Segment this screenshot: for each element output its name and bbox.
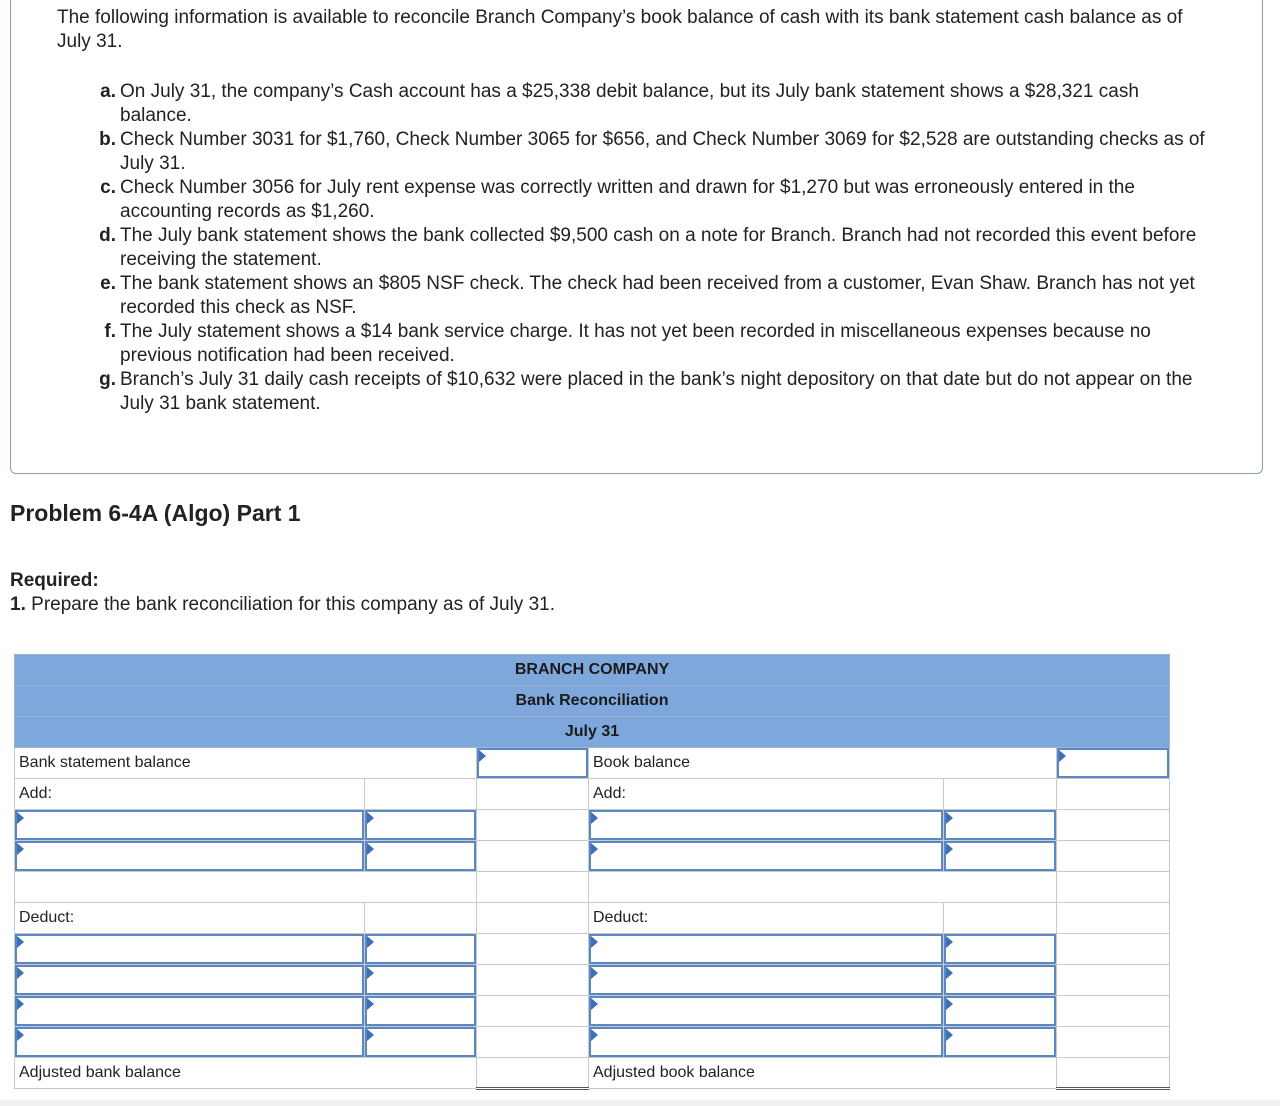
reconciliation-date: July 31 (15, 717, 1170, 748)
book-deduct-amount-input[interactable] (944, 934, 1057, 965)
book-add-label: Add: (589, 779, 944, 810)
dropdown-marker-icon (946, 1029, 953, 1041)
dropdown-marker-icon (17, 1029, 24, 1041)
bank-add-label: Add: (15, 779, 365, 810)
book-deduct-description-input[interactable] (589, 934, 944, 965)
dropdown-marker-icon (17, 998, 24, 1010)
required-label: Required: (10, 570, 99, 591)
list-item: f. The July statement shows a $14 bank service charge. It has not yet been recorded in miscellaneous expenses because no previous notification had been received. (104, 321, 1151, 366)
dropdown-marker-icon (479, 750, 486, 762)
bank-add-description-input[interactable] (15, 841, 365, 872)
dropdown-marker-icon (367, 812, 374, 824)
dropdown-marker-icon (17, 967, 24, 979)
bank-reconciliation-table (14, 654, 1170, 1090)
book-deduct-amount-input[interactable] (944, 1027, 1057, 1058)
bank-add-amount-input[interactable] (365, 810, 477, 841)
bank-deduct-amount-input[interactable] (365, 1027, 477, 1058)
dropdown-marker-icon (367, 1029, 374, 1041)
bank-add-amount-input[interactable] (365, 841, 477, 872)
book-deduct-amount-input[interactable] (944, 965, 1057, 996)
dropdown-marker-icon (946, 936, 953, 948)
list-item: e. The bank statement shows an $805 NSF check. The check had been received from a customer, Evan Shaw. Branch has not yet recorded this check as NSF. (100, 273, 1195, 318)
dropdown-marker-icon (946, 967, 953, 979)
bank-statement-balance-label: Bank statement balance (15, 748, 477, 779)
book-deduct-description-input[interactable] (589, 996, 944, 1027)
list-item: d. The July bank statement shows the bank collected $9,500 cash on a note for Branch. Branch had not recorded this event before receiving the statement. (99, 225, 1197, 270)
dropdown-marker-icon (367, 936, 374, 948)
dropdown-marker-icon (17, 843, 24, 855)
adjusted-book-balance-label: Adjusted book balance (589, 1058, 1057, 1089)
book-deduct-label: Deduct: (589, 903, 944, 934)
dropdown-marker-icon (591, 812, 598, 824)
book-add-subtotal-cell (1057, 872, 1170, 903)
book-balance-label: Book balance (589, 748, 1057, 779)
bank-deduct-description-input[interactable] (15, 1027, 365, 1058)
dropdown-marker-icon (591, 843, 598, 855)
dropdown-marker-icon (591, 936, 598, 948)
book-deduct-amount-input[interactable] (944, 996, 1057, 1027)
bank-deduct-amount-input[interactable] (365, 934, 477, 965)
bank-deduct-description-input[interactable] (15, 965, 365, 996)
bank-statement-balance-input[interactable] (477, 748, 589, 779)
bank-deduct-label: Deduct: (15, 903, 365, 934)
dropdown-marker-icon (367, 843, 374, 855)
book-add-amount-input[interactable] (944, 841, 1057, 872)
bank-add-subtotal-cell (477, 872, 589, 903)
dropdown-marker-icon (591, 967, 598, 979)
book-add-description-input[interactable] (589, 841, 944, 872)
bank-deduct-amount-input[interactable] (365, 996, 477, 1027)
book-deduct-description-input[interactable] (589, 965, 944, 996)
intro-text: The following information is available to reconcile Branch Company’s book balance of cash with its bank statement cash balance as of July 31. (57, 7, 1183, 52)
dropdown-marker-icon (367, 967, 374, 979)
list-item: c. Check Number 3056 for July rent expense was correctly written and drawn for $1,270 but was erroneously entered in the accounting records as $1,260. (100, 177, 1135, 222)
bank-add-description-input[interactable] (15, 810, 365, 841)
list-item: a. On July 31, the company’s Cash account has a $25,338 debit balance, but its July bank statement shows a $28,321 cash balance. (100, 81, 1139, 126)
adjusted-bank-balance-cell (477, 1058, 589, 1089)
reconciliation-title: Bank Reconciliation (15, 686, 1170, 717)
dropdown-marker-icon (1059, 750, 1066, 762)
dropdown-marker-icon (591, 1029, 598, 1041)
company-name: BRANCH COMPANY (15, 655, 1170, 686)
list-item: b. Check Number 3031 for $1,760, Check Number 3065 for $656, and Check Number 3069 for $2,528 are outstanding checks as of July 31. (99, 129, 1205, 174)
adjusted-book-balance-cell (1057, 1058, 1170, 1089)
adjusted-bank-balance-label: Adjusted bank balance (15, 1058, 477, 1089)
book-balance-input[interactable] (1057, 748, 1170, 779)
bank-deduct-description-input[interactable] (15, 996, 365, 1027)
dropdown-marker-icon (946, 812, 953, 824)
bank-deduct-description-input[interactable] (15, 934, 365, 965)
bank-deduct-amount-input[interactable] (365, 965, 477, 996)
bottom-divider (0, 1100, 1280, 1106)
book-deduct-description-input[interactable] (589, 1027, 944, 1058)
book-add-amount-input[interactable] (944, 810, 1057, 841)
dropdown-marker-icon (367, 998, 374, 1010)
dropdown-marker-icon (946, 998, 953, 1010)
list-item: g. Branch’s July 31 daily cash receipts of $10,632 were placed in the bank’s night depository on that date but do not appear on the July 31 bank statement. (99, 369, 1193, 414)
dropdown-marker-icon (946, 843, 953, 855)
dropdown-marker-icon (591, 998, 598, 1010)
part-title: Problem 6-4A (Algo) Part 1 (10, 500, 301, 526)
book-add-description-input[interactable] (589, 810, 944, 841)
problem-items-list (88, 80, 1208, 416)
required-text: 1. Prepare the bank reconciliation for this company as of July 31. (10, 594, 555, 615)
dropdown-marker-icon (17, 936, 24, 948)
dropdown-marker-icon (17, 812, 24, 824)
